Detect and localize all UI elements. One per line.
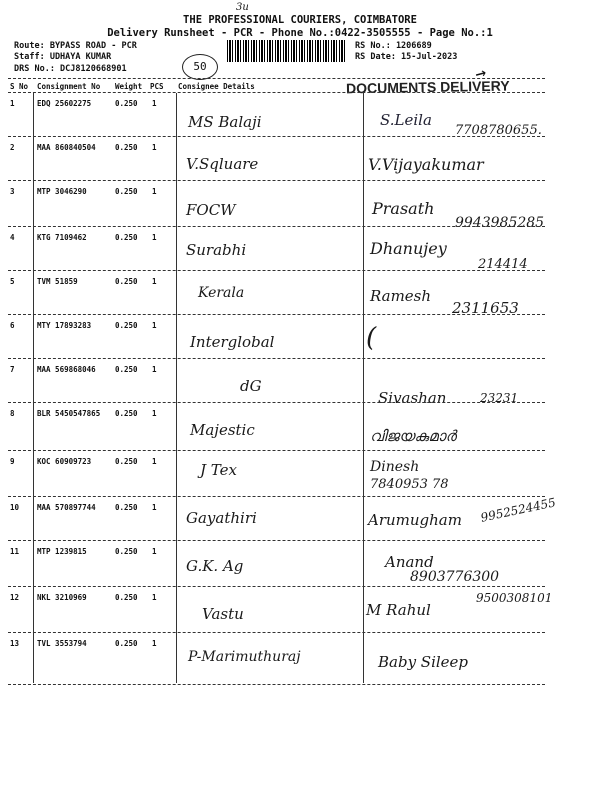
row-consignment-no: MAA 860840504 [37, 143, 96, 152]
row-signature: V.Vijayakumar [368, 155, 484, 174]
row-phone: 9500308101 [476, 591, 553, 605]
row-phone: 9952524455 [479, 495, 557, 525]
row-pcs: 1 [152, 321, 157, 330]
table-row [0, 451, 600, 497]
header-top-rule [8, 78, 545, 79]
row-sno: 9 [10, 457, 15, 466]
row-sno: 2 [10, 143, 15, 152]
row-weight: 0.250 [115, 233, 138, 242]
drs-label: DRS No.: DCJ8120668901 [14, 64, 127, 74]
row-sno: 1 [10, 99, 15, 108]
row-phone: 7708780655. [455, 123, 542, 138]
row-consignment-no: EDQ 25602275 [37, 99, 92, 108]
row-consignee-handwritten: Interglobal [190, 333, 275, 351]
row-sno: 3 [10, 187, 15, 196]
row-sno: 13 [10, 639, 20, 648]
table-row [0, 93, 600, 137]
row-weight: 0.250 [115, 277, 138, 286]
row-weight: 0.250 [115, 639, 138, 648]
row-pcs: 1 [152, 187, 157, 196]
row-consignee-handwritten: Gayathiri [186, 509, 257, 527]
row-consignee-handwritten: dG [240, 377, 262, 395]
row-pcs: 1 [152, 593, 157, 602]
table-row [0, 587, 600, 633]
row-weight: 0.250 [115, 593, 138, 602]
row-signature: Baby Sileep [378, 653, 469, 671]
col-weight: Weight [115, 82, 143, 91]
row-weight: 0.250 [115, 547, 138, 556]
table-row [0, 497, 600, 541]
row-signature: M Rahul [366, 601, 431, 619]
col-pcs: PCS [150, 82, 164, 91]
row-pcs: 1 [152, 457, 157, 466]
row-pcs: 1 [152, 547, 157, 556]
row-pcs: 1 [152, 277, 157, 286]
route-label: Route: BYPASS ROAD - PCR [14, 41, 137, 51]
row-signature: Dhanujey [370, 239, 447, 258]
row-phone: 7840953 78 [370, 477, 449, 492]
row-weight: 0.250 [115, 99, 138, 108]
circled-number: 50 [182, 54, 218, 80]
row-consignment-no: MAA 570897744 [37, 503, 96, 512]
row-consignee-handwritten: Kerala [198, 285, 245, 301]
row-signature: Anand [385, 553, 434, 571]
stamp-arrow-mark: ↗ [471, 60, 492, 85]
runsheet-title: Delivery Runsheet - PCR - Phone No.:0422-3505555 - Page No.:1 [107, 27, 493, 39]
row-sno: 7 [10, 365, 15, 374]
row-consignee-handwritten: Surabhi [186, 241, 247, 259]
row-consignee-handwritten: G.K. Ag [186, 557, 244, 575]
documents-delivery-stamp: DOCUMENTS DELIVERY [345, 77, 510, 97]
table-row [0, 403, 600, 451]
row-signature: Prasath [372, 199, 435, 218]
row-weight: 0.250 [115, 143, 138, 152]
row-weight: 0.250 [115, 321, 138, 330]
row-pcs: 1 [152, 503, 157, 512]
row-signature: S.Leila [380, 111, 432, 129]
table-row [0, 227, 600, 271]
row-signature: വിജയകുമാർ [370, 427, 456, 445]
row-pcs: 1 [152, 409, 157, 418]
staff-label: Staff: UDHAYA KUMAR [14, 52, 112, 62]
col-consignee: Consignee Details [178, 82, 255, 91]
row-consignee-handwritten: FOCW [186, 201, 236, 219]
row-phone: 8903776300 [410, 569, 500, 585]
row-weight: 0.250 [115, 457, 138, 466]
row-signature: Arumugham [368, 511, 462, 529]
row-sno: 6 [10, 321, 15, 330]
row-sno: 5 [10, 277, 15, 286]
row-phone: 214414 [478, 257, 528, 272]
col-sno: S No [10, 82, 29, 91]
row-consignment-no: TVM 51859 [37, 277, 78, 286]
row-sno: 4 [10, 233, 15, 242]
row-phone: 2311653 [452, 299, 519, 317]
row-consignment-no: NKL 3210969 [37, 593, 87, 602]
row-consignee-handwritten: V.Sqluare [186, 155, 259, 173]
row-rule [8, 684, 545, 685]
row-weight: 0.250 [115, 365, 138, 374]
row-signature-squiggle: ( [366, 323, 377, 353]
row-signature: Ramesh [370, 287, 432, 305]
row-consignment-no: MAA 569868046 [37, 365, 96, 374]
rs-date-label: RS Date: 15-Jul-2023 [355, 52, 458, 62]
row-weight: 0.250 [115, 503, 138, 512]
table-row [0, 271, 600, 315]
row-sno: 10 [10, 503, 20, 512]
row-phone: 23231 [480, 391, 519, 405]
row-consignee-handwritten: MS Balaji [188, 113, 262, 131]
row-consignee-handwritten: P-Marimuthuraj [188, 649, 301, 665]
row-pcs: 1 [152, 99, 157, 108]
row-pcs: 1 [152, 233, 157, 242]
barcode [227, 40, 347, 62]
col-consignment: Consignment No [37, 82, 101, 91]
row-consignee-handwritten: Vastu [202, 605, 244, 623]
row-sno: 8 [10, 409, 15, 418]
row-consignee-handwritten: Majestic [190, 421, 255, 439]
rs-no-label: RS No.: 1206689 [355, 41, 432, 51]
row-consignment-no: KOC 60909723 [37, 457, 92, 466]
row-pcs: 1 [152, 365, 157, 374]
table-row [0, 359, 600, 407]
row-phone: 9943985285 [455, 215, 545, 231]
row-weight: 0.250 [115, 409, 138, 418]
table-row [0, 315, 600, 359]
company-title: THE PROFESSIONAL COURIERS, COIMBATORE [183, 14, 417, 26]
row-signature: Dinesh [370, 459, 420, 475]
row-pcs: 1 [152, 639, 157, 648]
row-signature: Sivashan [378, 389, 447, 407]
row-consignment-no: MTY 17893283 [37, 321, 92, 330]
table-row [0, 137, 600, 181]
row-consignment-no: MTP 3046290 [37, 187, 87, 196]
row-sno: 12 [10, 593, 20, 602]
row-pcs: 1 [152, 143, 157, 152]
table-row [0, 633, 600, 685]
table-row [0, 541, 600, 587]
row-consignment-no: BLR 5450547865 [37, 409, 101, 418]
row-weight: 0.250 [115, 187, 138, 196]
row-consignment-no: KTG 7109462 [37, 233, 87, 242]
row-sno: 11 [10, 547, 20, 556]
handwritten-note-top: 3u [236, 2, 249, 13]
row-consignment-no: TVL 3553794 [37, 639, 87, 648]
row-consignment-no: MTP 1239815 [37, 547, 87, 556]
table-row [0, 181, 600, 231]
row-consignee-handwritten: J Tex [200, 461, 237, 479]
